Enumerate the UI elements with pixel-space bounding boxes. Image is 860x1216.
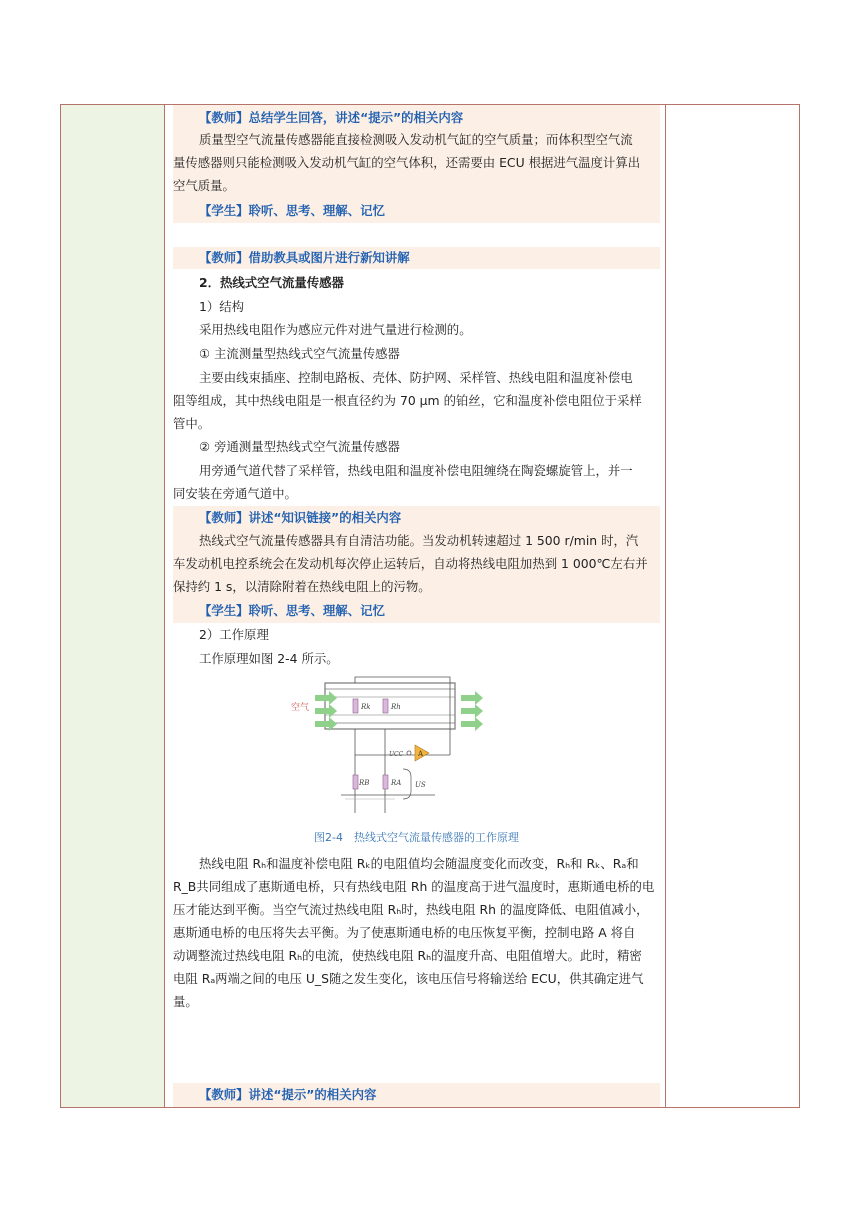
ucc-label: UCC <box>389 751 404 758</box>
left-column <box>61 105 165 1107</box>
paragraph-line: 用旁通气道代替了采样管，热线电阻和温度补偿电阻缠绕在陶瓷螺旋管上，并一 <box>199 463 633 478</box>
resistor-rb <box>353 775 358 789</box>
resistor-rh <box>383 699 388 713</box>
subsection-title: 1）结构 <box>199 299 245 314</box>
resistor-ra <box>383 775 388 789</box>
paragraph-line: 工作原理如图 2-4 所示。 <box>199 651 339 666</box>
paragraph-line: 同安装在旁通气道中。 <box>173 486 297 501</box>
teacher-heading: 【教师】借助教具或图片进行新知讲解 <box>199 250 410 265</box>
subsection-title: ① 主流测量型热线式空气流量传感器 <box>199 346 400 361</box>
paragraph-line: 电阻 Rₐ两端之间的电压 U_S随之发生变化，该电压信号将输送给 ECU，供其确定进气 <box>173 971 644 986</box>
air-label: 空气 <box>291 703 310 713</box>
air-arrows-in <box>315 691 337 731</box>
air-arrows-out <box>461 691 483 731</box>
paragraph-line: 热线电阻 Rₕ和温度补偿电阻 Rₖ的电阻值均会随温度变化而改变，Rₕ和 Rₖ、Rₐ和 <box>199 856 639 871</box>
paragraph-line: 管中。 <box>173 416 211 431</box>
us-label: US <box>415 781 426 789</box>
paragraph-line: 压才能达到平衡。当空气流过热线电阻 Rₕ时，热线电阻 Rh 的温度降低、电阻值减小， <box>173 902 649 917</box>
ra-label: RA <box>391 779 402 787</box>
paragraph-line: 车发动机电控系统会在发动机每次停止运转后，自动将热线电阻加热到 1 000℃左右并 <box>173 556 648 571</box>
right-column <box>665 105 799 1107</box>
paragraph-line: R_B共同组成了惠斯通电桥，只有热线电阻 Rh 的温度高于进气温度时，惠斯通电桥的电 <box>173 879 655 894</box>
subsection-title: 2）工作原理 <box>199 627 269 642</box>
paragraph-line: 质量型空气流量传感器能直接检测吸入发动机气缸的空气质量；而体积型空气流 <box>199 132 633 147</box>
paragraph-line: 惠斯通电桥的电压将失去平衡。为了使惠斯通电桥的电压恢复平衡，控制电路 A 将自 <box>173 925 636 940</box>
figure-caption: 图2-4 热线式空气流量传感器的工作原理 <box>314 831 519 844</box>
paragraph-line: 空气质量。 <box>173 178 235 193</box>
rk-label: Rk <box>361 703 371 711</box>
paragraph-line: 量。 <box>173 994 198 1009</box>
teacher-heading: 【教师】讲述“知识链接”的相关内容 <box>199 510 402 525</box>
paragraph-line: 量传感器则只能检测吸入发动机气缸的空气体积，还需要由 ECU 根据进气温度计算出 <box>173 155 641 170</box>
rb-label: RB <box>359 779 370 787</box>
student-heading: 【学生】聆听、思考、理解、记忆 <box>199 203 385 218</box>
paragraph-line: 主要由线束插座、控制电路板、壳体、防护网、采样管、热线电阻和温度补偿电 <box>199 370 633 385</box>
duct-outer <box>325 683 455 729</box>
paragraph-line: 动调整流过热线电阻 Rₕ的电流，使热线电阻 Rₕ的温度升高、电阻值增大。此时，精密 <box>173 948 642 963</box>
student-heading: 【学生】聆听、思考、理解、记忆 <box>199 603 385 618</box>
section-title: 2．热线式空气流量传感器 <box>199 275 344 290</box>
paragraph-line: 热线式空气流量传感器具有自清洁功能。当发动机转速超过 1 500 r/min 时，汽 <box>199 533 639 548</box>
paragraph-line: 采用热线电阻作为感应元件对进气量进行检测的。 <box>199 322 472 337</box>
circuit-diagram <box>285 673 495 813</box>
rh-label: Rh <box>391 703 401 711</box>
paragraph-line: 保持约 1 s，以清除附着在热线电阻上的污物。 <box>173 579 431 594</box>
us-bracket <box>403 769 411 799</box>
paragraph-line: 阻等组成，其中热线电阻是一根直径约为 70 μm 的铂丝，它和温度补偿电阻位于采样 <box>173 393 642 408</box>
lesson-table <box>60 104 800 1108</box>
teacher-heading: 【教师】讲述“提示”的相关内容 <box>199 1087 377 1102</box>
subsection-title: ② 旁通测量型热线式空气流量传感器 <box>199 439 400 454</box>
amp-label: A <box>418 750 424 758</box>
teacher-heading: 【教师】总结学生回答，讲述“提示”的相关内容 <box>199 110 464 125</box>
resistor-rk <box>353 699 358 713</box>
ucc-terminal <box>407 751 411 755</box>
